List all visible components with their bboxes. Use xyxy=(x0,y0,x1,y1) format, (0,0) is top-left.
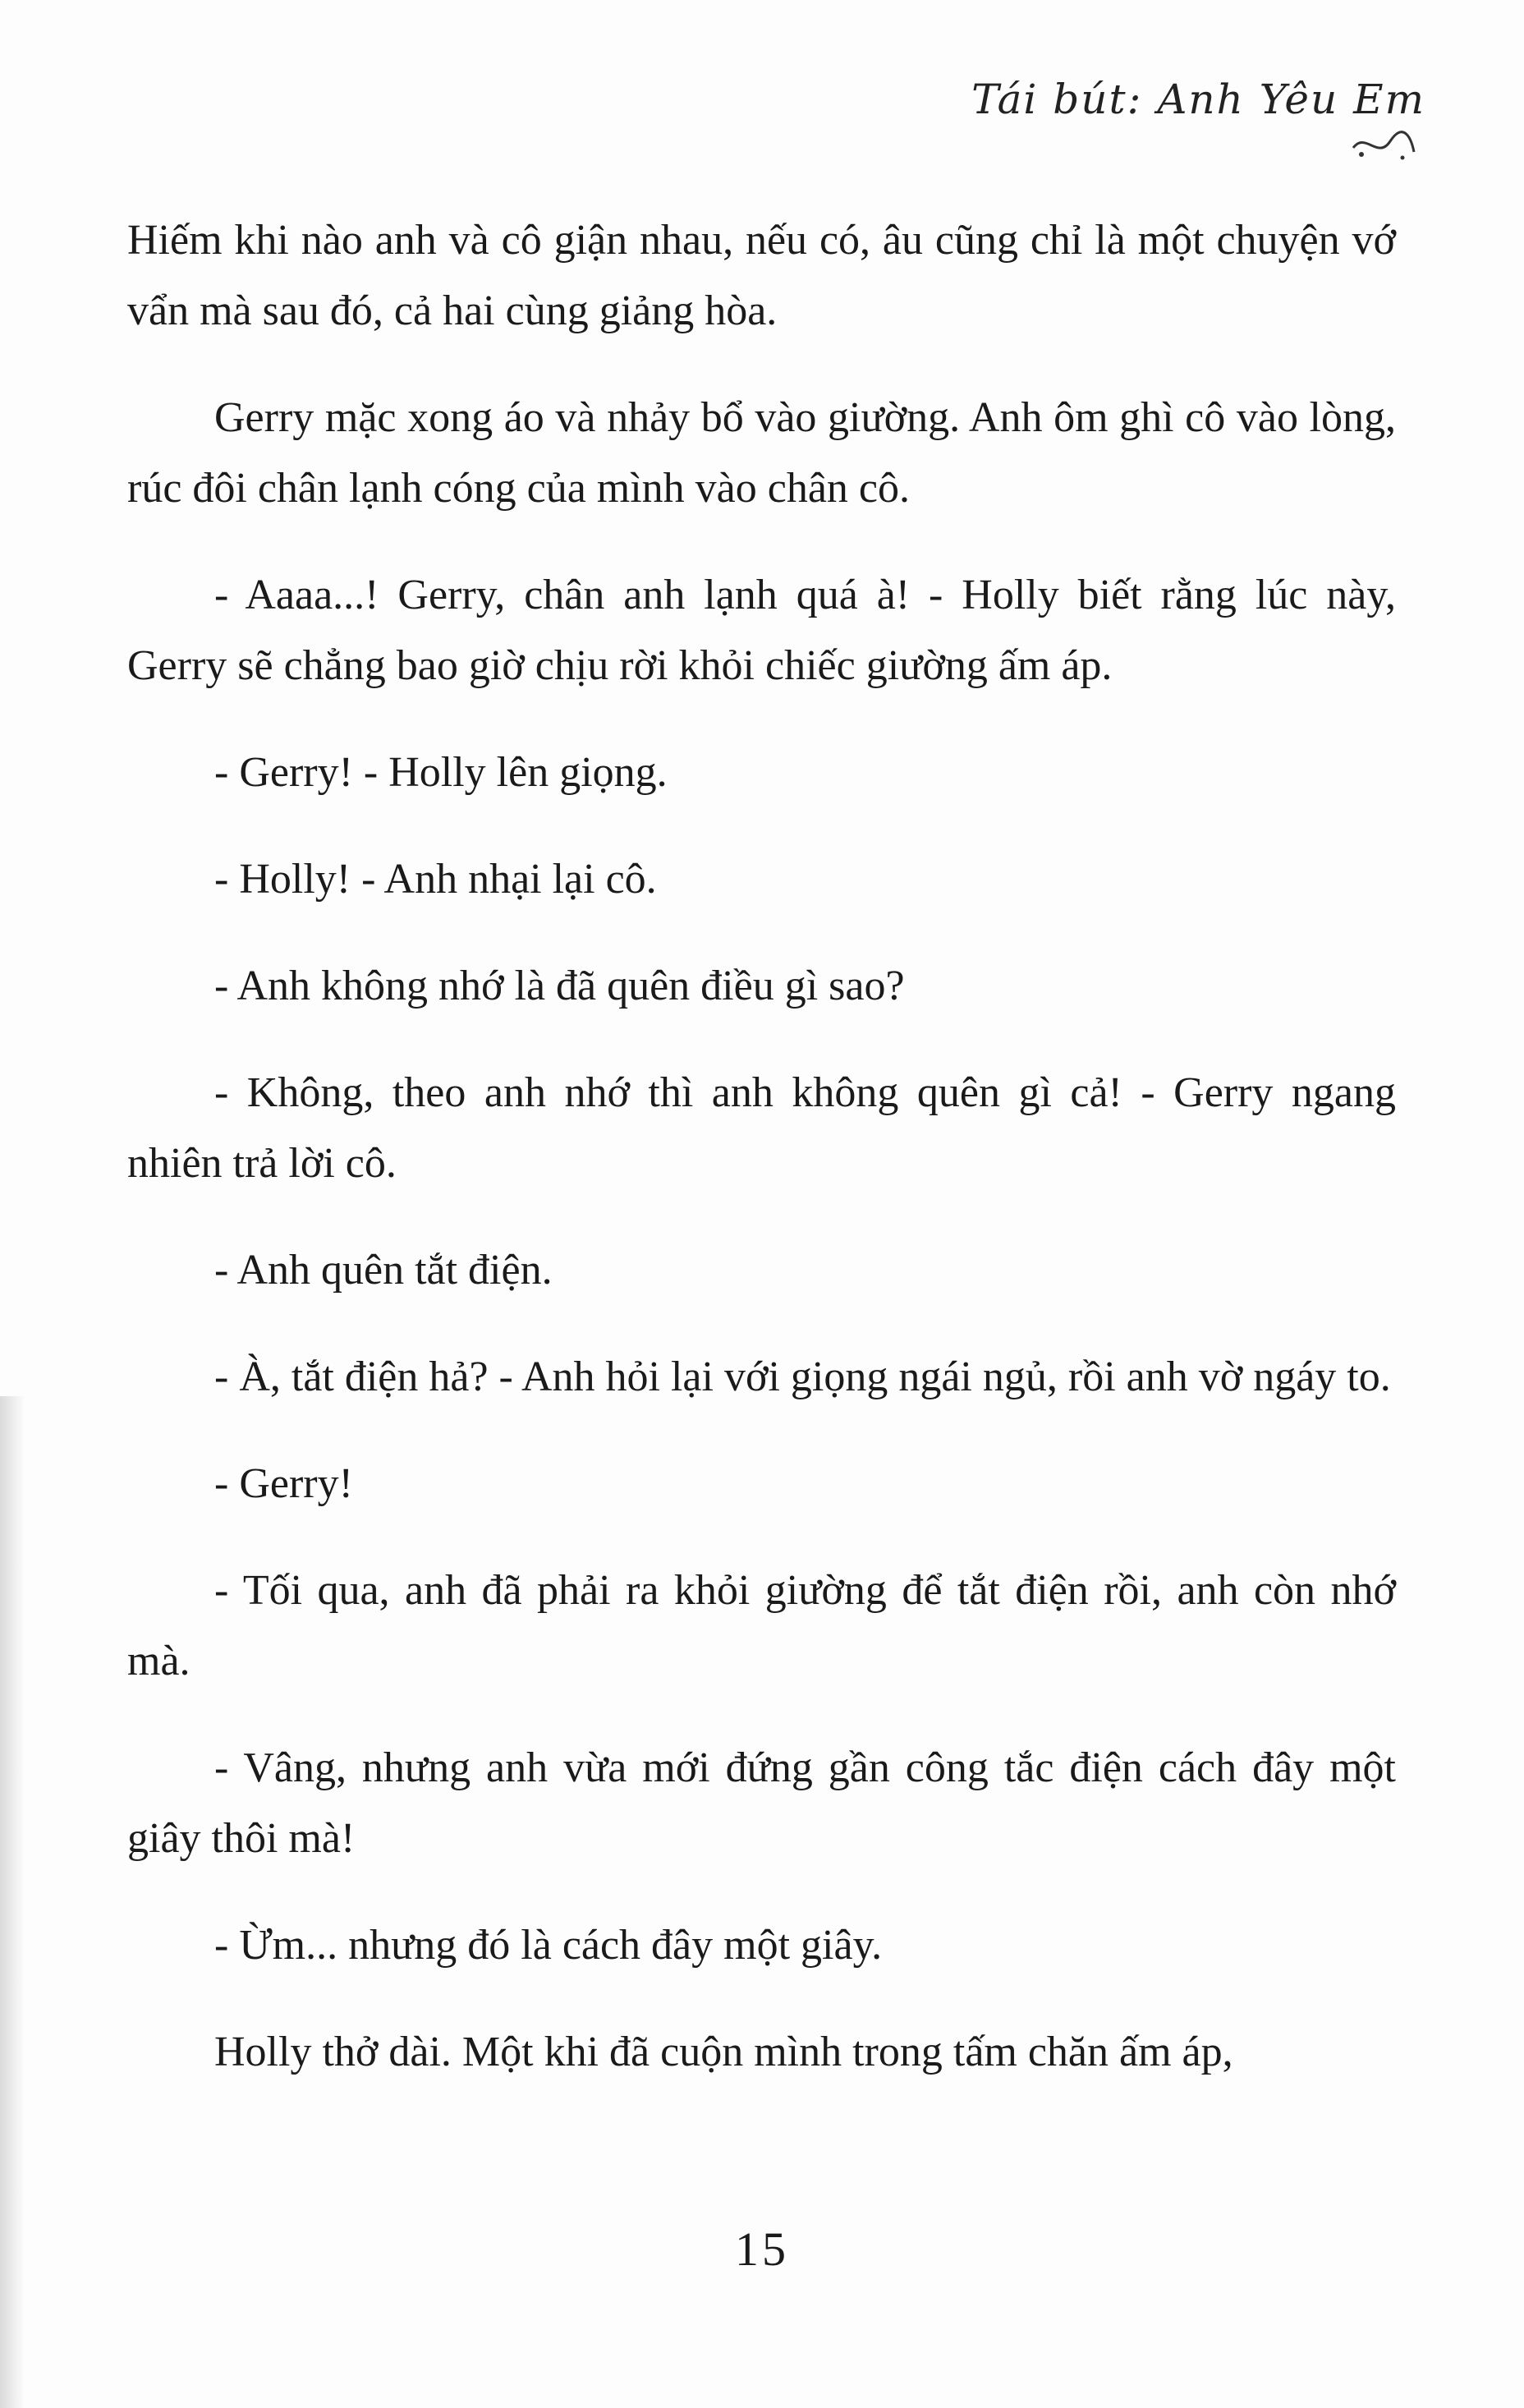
paragraph: - Gerry! xyxy=(214,1460,353,1507)
page-number: 15 xyxy=(735,2222,789,2276)
paragraph: - Gerry! - Holly lên giọng. xyxy=(214,749,668,796)
paragraph: Holly thở dài. Một khi đã cuộn mình trong tấm chăn ấm áp, xyxy=(214,2029,1233,2075)
paragraph: - Anh không nhớ là đã quên điều gì sao? xyxy=(214,963,905,1009)
body-text xyxy=(127,205,1396,2124)
paragraph: - Anh quên tắt điện. xyxy=(214,1247,553,1294)
paragraph: Hiếm khi nào anh và cô giận nhau, nếu có, âu cũng chỉ là một chuyện vớ vẩn mà sau đó, cả hai cùng giảng hòa. xyxy=(127,217,1396,334)
paragraph: - Không, theo anh nhớ thì anh không quên gì cả! - Gerry ngang nhiên trả lời cô. xyxy=(127,1069,1396,1187)
paragraph: - Holly! - Anh nhại lại cô. xyxy=(214,856,657,903)
flourish-ornament-icon xyxy=(1345,123,1419,164)
paragraph: - Vâng, nhưng anh vừa mới đứng gần công tắc điện cách đây một giây thôi mà! xyxy=(127,1744,1396,1862)
paragraph: - Ừm... nhưng đó là cách đây một giây. xyxy=(214,1922,883,1969)
paragraph: - À, tắt điện hả? - Anh hỏi lại với giọng ngái ngủ, rồi anh vờ ngáy to. xyxy=(214,1353,1391,1400)
paragraph: Gerry mặc xong áo và nhảy bổ vào giường. Anh ôm ghì cô vào lòng, rúc đôi chân lạnh cóng của mình vào chân cô. xyxy=(127,394,1396,512)
paragraph: - Aaaa...! Gerry, chân anh lạnh quá à! - Holly biết rằng lúc này, Gerry sẽ chẳng bao giờ chịu rời khỏi chiếc giường ấm áp. xyxy=(127,572,1396,689)
running-header: Tái bút: Anh Yêu Em xyxy=(971,76,1425,123)
paragraph: - Tối qua, anh đã phải ra khỏi giường để tắt điện rồi, anh còn nhớ mà. xyxy=(127,1567,1396,1684)
